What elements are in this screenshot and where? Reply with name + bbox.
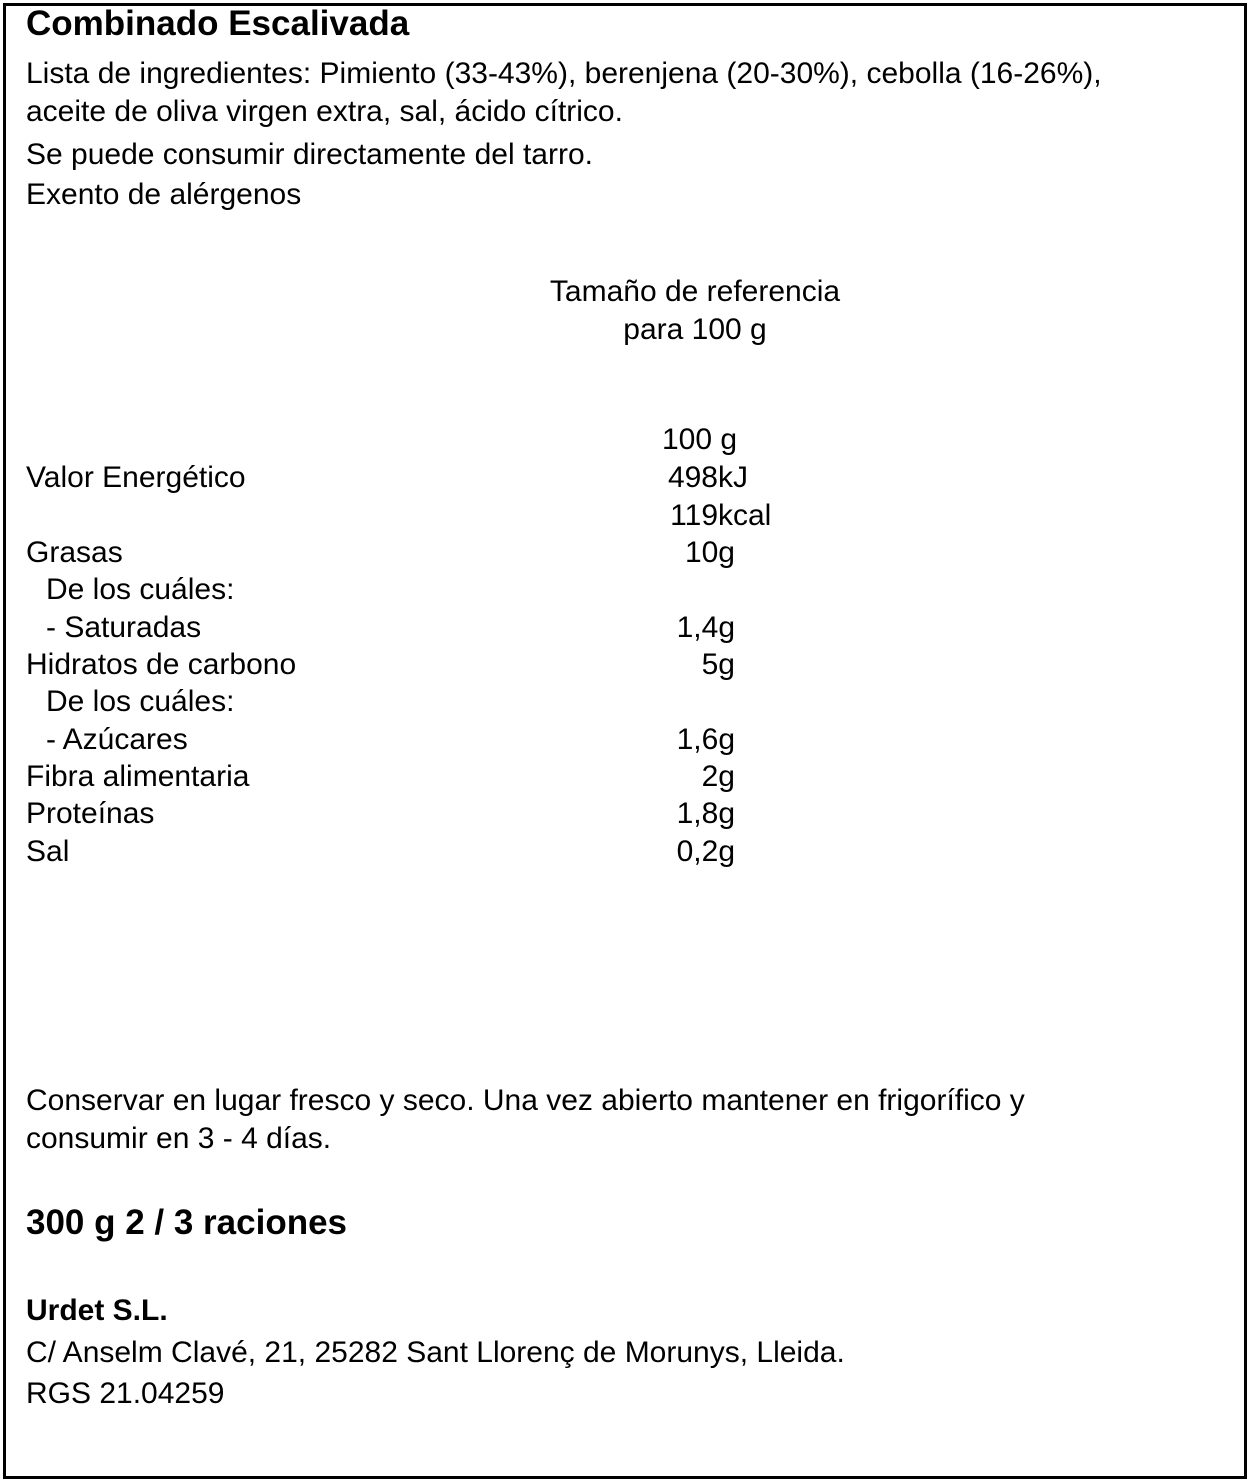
reference-size-line-1: Tamaño de referencia <box>549 275 841 308</box>
ingredients-line-2: aceite de oliva virgen extra, sal, ácido cítrico. <box>26 95 623 128</box>
nutrient-value-grasas: 10g <box>684 536 735 569</box>
nutrient-value-hidratos: 5g <box>701 648 735 681</box>
nutrition-column-header: 100 g <box>662 423 738 456</box>
usage-note: Se puede consumir directamente del tarro. <box>26 138 593 171</box>
nutrient-label-azucares: - Azúcares <box>46 723 188 756</box>
nutrient-label-sal: Sal <box>26 835 70 868</box>
energy-kcal-unit: kcal <box>718 499 772 532</box>
nutrient-sublabel-carbs: De los cuáles: <box>46 685 235 718</box>
nutrient-value-fibra: 2g <box>701 760 735 793</box>
net-weight-servings: 300 g 2 / 3 raciones <box>26 1203 348 1242</box>
nutrient-value-proteinas: 1,8g <box>676 797 735 830</box>
storage-line-1: Conservar en lugar fresco y seco. Una vez abierto mantener en frigorífico y <box>26 1084 1025 1117</box>
ingredients-line-1: Lista de ingredientes: Pimiento (33-43%), berenjena (20-30%), cebolla (16-26%), <box>26 57 1102 90</box>
nutrient-label-saturadas: - Saturadas <box>46 611 202 644</box>
reference-size-line-2: para 100 g <box>623 313 767 346</box>
energy-kcal-value: 119 <box>670 499 718 532</box>
allergen-note: Exento de alérgenos <box>26 178 302 211</box>
nutrient-label-proteinas: Proteínas <box>26 797 155 830</box>
nutrient-sublabel-fats: De los cuáles: <box>46 573 235 606</box>
product-title: Combinado Escalivada <box>26 4 410 43</box>
energy-kj-value: 498 <box>667 461 718 494</box>
nutrient-label-grasas: Grasas <box>26 536 123 569</box>
ingredients-list <box>26 55 1216 131</box>
manufacturer-address: C/ Anselm Clavé, 21, 25282 Sant Llorenç de Morunys, Lleida. <box>26 1336 845 1369</box>
manufacturer-name: Urdet S.L. <box>26 1294 168 1327</box>
energy-label: Valor Energético <box>26 461 246 494</box>
nutrient-value-sal: 0,2g <box>676 835 735 868</box>
manufacturer-rgs: RGS 21.04259 <box>26 1377 225 1410</box>
label-border <box>3 3 1247 1479</box>
nutrient-value-saturadas: 1,4g <box>676 611 735 644</box>
nutrient-label-fibra: Fibra alimentaria <box>26 760 250 793</box>
nutrient-value-azucares: 1,6g <box>676 723 735 756</box>
storage-line-2: consumir en 3 - 4 días. <box>26 1122 332 1155</box>
nutrient-label-hidratos: Hidratos de carbono <box>26 648 297 681</box>
energy-kj-unit: kJ <box>718 461 748 494</box>
storage-instructions <box>26 1082 1216 1158</box>
